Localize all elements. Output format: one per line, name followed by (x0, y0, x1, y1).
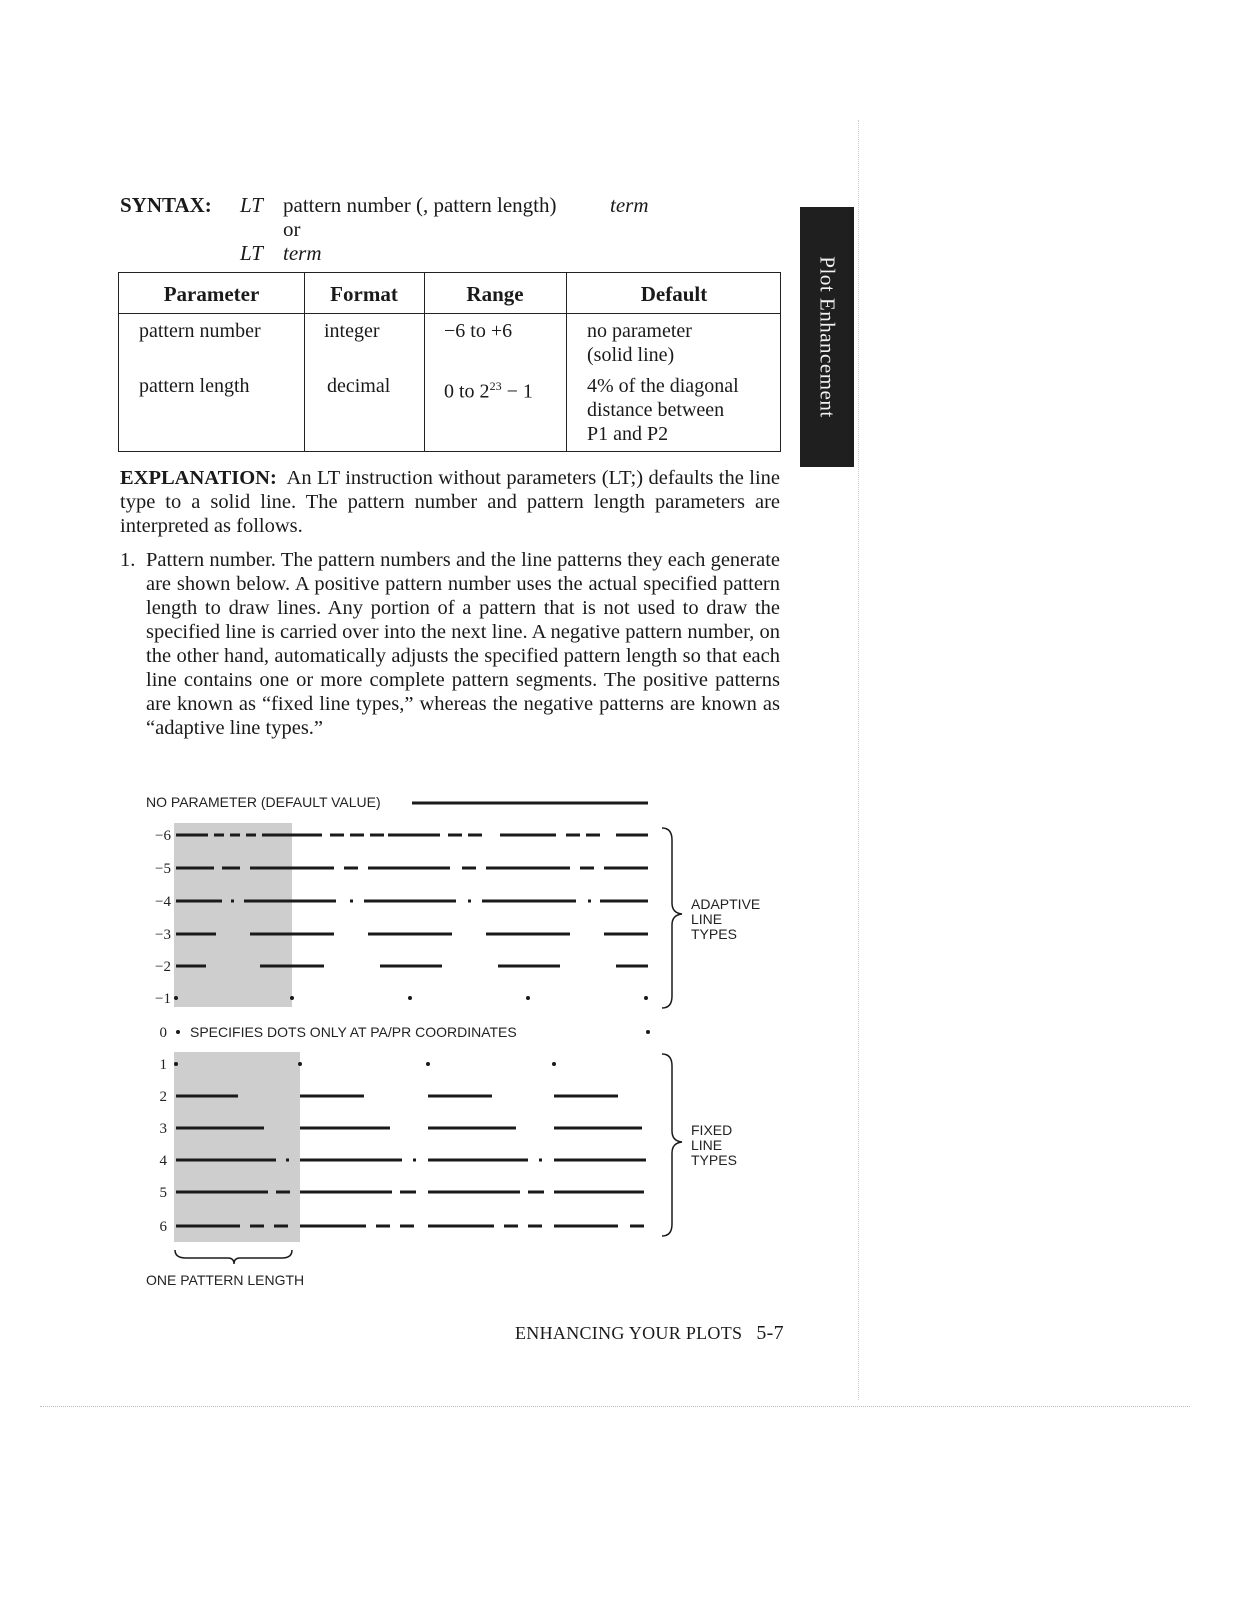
syntax-command-alt: LT (240, 241, 263, 265)
default-line: 4% of the diagonal (587, 375, 739, 397)
range-base: 0 to 2 (444, 380, 490, 403)
line-pattern-fixed-1 (174, 1062, 556, 1066)
line-pattern-adaptive-1 (174, 996, 648, 1000)
fixed-group-brace (662, 1054, 682, 1236)
no-parameter-label: NO PARAMETER (DEFAULT VALUE) (146, 794, 381, 810)
cell-parameter: pattern number (139, 320, 261, 342)
page-footer (515, 1322, 784, 1345)
default-line: no parameter (587, 320, 692, 342)
adaptive-group-brace (662, 828, 682, 1008)
fixed-group-label: TYPES (691, 1152, 737, 1168)
cell-parameter: pattern length (139, 375, 250, 397)
syntax-params: pattern number (, pattern length) (283, 193, 557, 217)
pattern-number-label: −5 (155, 861, 171, 877)
pattern-number-label: 2 (159, 1089, 167, 1105)
pattern-number-label: −3 (155, 927, 171, 943)
cell-default (587, 374, 739, 446)
default-line: distance between (587, 399, 725, 421)
fixed-group-label: LINE (691, 1137, 723, 1153)
range-tail: − 1 (501, 380, 533, 403)
explanation-paragraph (120, 466, 780, 538)
header-format: Format (330, 282, 398, 306)
zero-pattern-label: SPECIFIES DOTS ONLY AT PA/PR COORDINATES (190, 1024, 517, 1040)
pattern-length-brace (175, 1250, 292, 1264)
fixed-pattern-shade (174, 1052, 300, 1242)
adaptive-group-label: TYPES (691, 926, 737, 942)
pattern-number-label: 5 (159, 1185, 167, 1201)
dot-marker (646, 1030, 650, 1034)
syntax-term: term (610, 193, 649, 217)
cell-format: integer (324, 320, 380, 342)
section-tab-label: Plot Enhancement (815, 256, 840, 418)
table-header-rule (119, 313, 780, 314)
syntax-label: SYNTAX: (120, 193, 212, 217)
list-item-number: 1. (120, 549, 136, 571)
pattern-number-label: 0 (159, 1025, 167, 1041)
scan-edge-rule (858, 120, 859, 1400)
dot-marker (176, 1030, 180, 1034)
pattern-number-label: 4 (159, 1153, 167, 1169)
pattern-number-label: −1 (155, 991, 171, 1007)
explanation-text: An LT instruction without parameters (LT;) defaults the line type to a solid line. The pattern number and pattern length parameters are interpreted as follows. (120, 467, 781, 537)
adaptive-group-label: ADAPTIVE (691, 896, 761, 912)
syntax-command: LT (240, 193, 263, 217)
pattern-number-label: −6 (155, 828, 171, 844)
adaptive-pattern-shade (174, 823, 292, 1007)
section-tab (800, 207, 854, 467)
header-default: Default (640, 282, 708, 306)
syntax-or: or (283, 217, 301, 241)
list-item-text: Pattern number. The pattern numbers and the line patterns they each generate are shown below. A positive pattern number uses the actual specified pattern length to draw lines. Any portion of a pattern that is not used to draw the specified line is carried over into the next line. A negative pattern number, on the other hand, automatically adjusts the specified pattern length so that each line contains one or more complete pattern segments. The positive patterns are known as “fixed line types,” whereas the negative patterns are known as “adaptive line types.” (146, 549, 780, 739)
footer-section: ENHANCING YOUR PLOTS (515, 1323, 743, 1343)
page-number: 5-7 (756, 1322, 784, 1344)
cell-format: decimal (327, 375, 391, 397)
cell-default (587, 319, 692, 367)
pattern-number-label: 6 (159, 1219, 167, 1235)
pattern-length-label: ONE PATTERN LENGTH (146, 1272, 305, 1288)
cell-range (444, 374, 533, 404)
cell-range: −6 to +6 (444, 320, 513, 342)
range-exponent: 23 (489, 379, 502, 393)
parameter-table (118, 272, 781, 452)
pattern-number-label: −4 (155, 894, 171, 910)
header-range: Range (466, 282, 524, 306)
adaptive-group-label: LINE (691, 911, 723, 927)
pattern-number-label: 3 (159, 1121, 167, 1137)
scan-edge-rule (40, 1406, 1190, 1407)
default-line: (solid line) (587, 344, 675, 366)
default-line: P1 and P2 (587, 423, 669, 445)
explanation-label: EXPLANATION: (120, 467, 277, 489)
header-parameter: Parameter (163, 282, 260, 306)
fixed-group-label: FIXED (691, 1122, 733, 1138)
syntax-term-alt: term (283, 241, 322, 265)
pattern-number-label: 1 (159, 1057, 167, 1073)
pattern-number-label: −2 (155, 959, 171, 975)
